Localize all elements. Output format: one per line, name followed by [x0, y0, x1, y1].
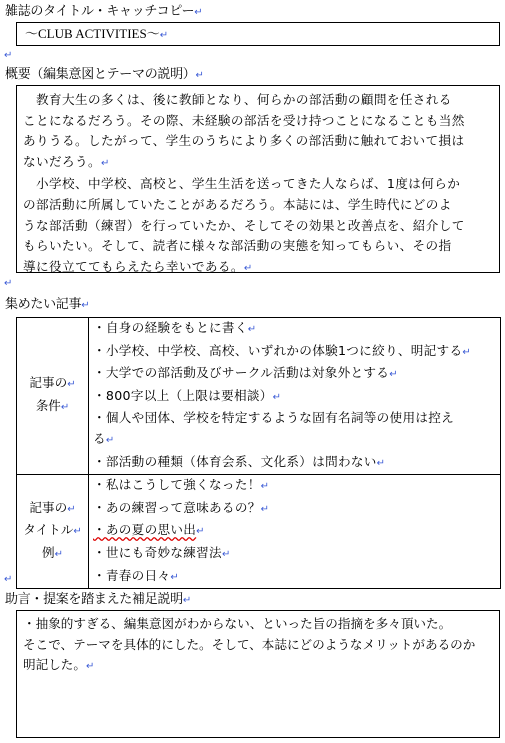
- list-item: ・800字以上（上限は要相談）↵: [93, 387, 282, 403]
- list-item: ・あの練習って意味あるの？↵: [93, 499, 270, 515]
- paragraph-mark: ↵: [4, 50, 13, 61]
- articles-heading: 集めたい記事↵: [5, 297, 90, 312]
- list-item: ・自身の経験をもとに書く↵: [93, 320, 257, 335]
- list-item: ・あの夏の思い出↵: [93, 522, 205, 538]
- titles-label: 記事の↵ タイトル↵ 例↵: [17, 475, 89, 589]
- list-item: ・大学での部活動及びサークル活動は対象外とする↵: [93, 365, 398, 381]
- overview-heading: 概要（編集意図とテーマの説明）↵: [5, 67, 204, 82]
- paragraph-mark: ↵: [4, 574, 13, 585]
- paragraph-mark: ↵: [4, 278, 13, 289]
- titles-row: [17, 475, 501, 589]
- list-item: ・私はこうして強くなった！↵: [93, 477, 270, 493]
- catchcopy-box: [16, 22, 500, 46]
- supplement-text: ・抽象的すぎる、編集意図がわからない、といった旨の指摘を多々頂いた。 そこで、テーマを具体的にした。そして、本誌にどのようなメリットがあるのか 明記した。↵: [23, 616, 476, 673]
- list-item: ・小学校、中学校、高校、いずれかの体験1つに絞り、明記する↵: [93, 342, 472, 358]
- list-item: ・部活動の種類（体育会系、文化系）は問わない↵: [93, 453, 386, 469]
- titles-list: [89, 475, 501, 589]
- catchcopy-heading: 雑誌のタイトル・キャッチコピー↵: [5, 4, 203, 19]
- conditions-row: [17, 318, 501, 475]
- articles-table: [16, 317, 501, 589]
- list-item: ・世にも奇妙な練習法↵: [93, 544, 231, 560]
- list-item: ・青春の日々↵: [93, 567, 180, 583]
- conditions-label: 記事の↵ 条件↵: [17, 318, 89, 475]
- supplement-heading: 助言・提案を踏まえた補足説明↵: [5, 592, 191, 607]
- list-item: る↵: [93, 430, 115, 446]
- catchcopy-text: 〜CLUB ACTIVITIES〜↵: [25, 26, 169, 41]
- list-item: ・個人や団体、学校を特定するような固有名詞等の使用は控え: [93, 410, 455, 426]
- overview-box: [16, 85, 500, 273]
- overview-text: 教育大生の多くは、後に教師となり、何らかの部活動の顧問を任される ことになるだろう。その際、未経験の部活を受け持つことになることも当然 ありうる。したがって、学生のうちにより多くの部活動に触れておいて損は ないだろう。↵ 小学校、中学校、高校と、学生生活を送ってきた人ならば、1度は何らか の部活動に所属していたことがあるだろう。本誌には、学生時代にどのよ うな部活動（練習）を行っていたか、そしてその効果と改善点を、紹介して もらいたい。そして、読者に様々な部活動の実態を知ってもらい、その指 導に役立ててもらえたら幸いである。↵: [23, 92, 465, 274]
- conditions-list: [89, 318, 501, 475]
- supplement-box: [16, 610, 500, 738]
